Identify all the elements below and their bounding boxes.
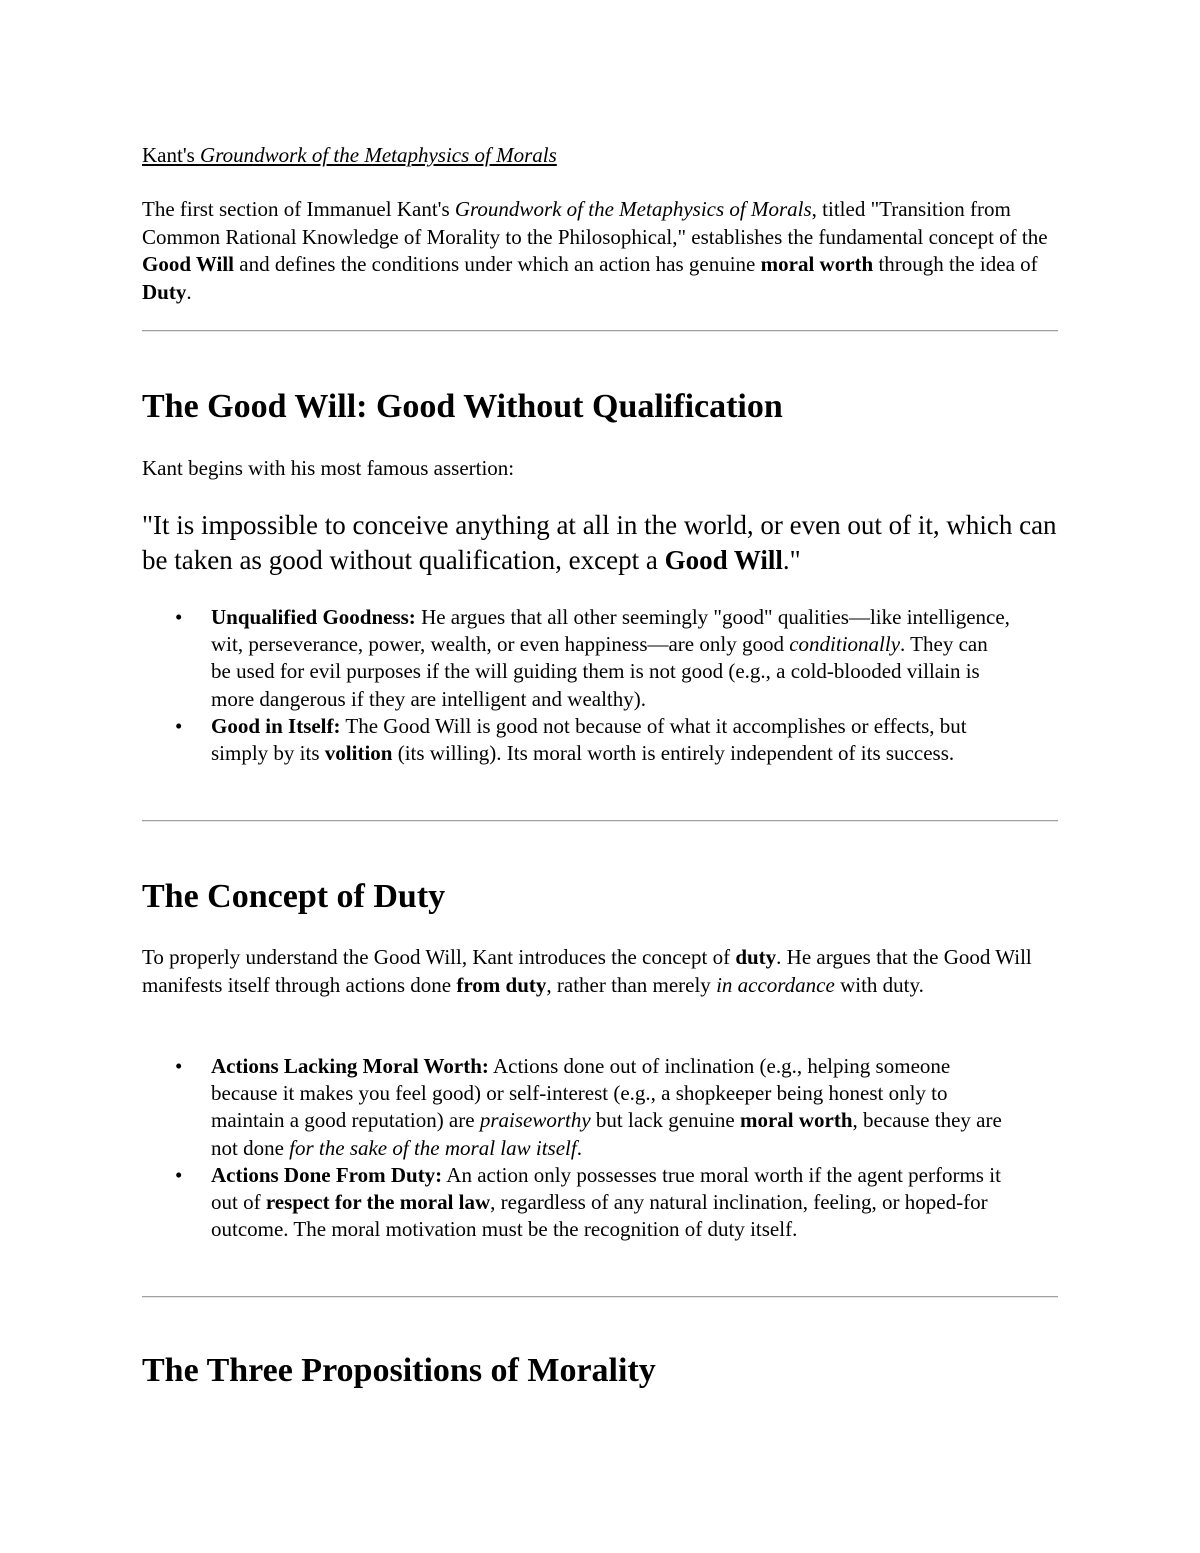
document-title-prefix: Kant's [142, 143, 201, 167]
bullet-icon: • [175, 713, 183, 738]
divider [142, 330, 1058, 332]
duty-lead-text: . He argues that the Good Will manifests itself through actions done [142, 945, 1032, 997]
intro-text: . [186, 279, 192, 304]
duty-lead [142, 944, 1072, 999]
good-will-quote [142, 508, 1072, 578]
list-item-text: . [576, 1135, 582, 1160]
list-item-label: Good in Itself: [211, 713, 341, 738]
quote-text: ." [782, 545, 801, 575]
list-item-strong: volition [324, 741, 393, 766]
duty-lead-emphasis: in accordance [716, 972, 835, 997]
quote-good-will: Good Will [664, 545, 783, 575]
list-item-text: (its willing). Its moral worth is entirely independent of its success. [392, 741, 955, 766]
list-item-text: He argues that all other seemingly "good" qualities—like intelligence, wit, perseverance, power, wealth, or even happiness—are only good [211, 605, 1010, 657]
duty-lead-strong: from duty [456, 972, 547, 997]
duty-bullet-list [142, 1053, 1012, 1243]
list-item-label: Actions Done From Duty: [211, 1162, 443, 1187]
list-item-emphasis: for the sake of the moral law itself [289, 1135, 577, 1160]
bullet-icon: • [175, 1162, 183, 1187]
list-item-emphasis: praiseworthy [479, 1108, 591, 1133]
intro-text: , titled "Transition from Common Rational Knowledge of Morality to the Philosophical," establishes the fundamental concept of the [142, 197, 1048, 249]
intro-duty: Duty [142, 279, 187, 304]
list-item [142, 713, 1012, 767]
list-item-text: An action only possesses true moral worth if the agent performs it out of [211, 1162, 1001, 1215]
intro-good-will: Good Will [142, 252, 235, 276]
section-heading-propositions: The Three Propositions of Morality [142, 1352, 656, 1389]
divider [142, 1296, 1058, 1298]
list-item [142, 604, 1012, 713]
list-item-label: Unqualified Goodness: [211, 605, 416, 629]
duty-lead-text: with duty. [834, 972, 924, 997]
duty-lead-text: , rather than merely [546, 972, 717, 997]
list-item-emphasis: conditionally [789, 632, 901, 657]
document-title-italic: Groundwork of the Metaphysics of Morals [200, 143, 557, 167]
duty-lead-text: To properly understand the Good Will, Kant introduces the concept of [142, 945, 736, 969]
good-will-lead: Kant begins with his most famous assertion: [142, 456, 515, 480]
duty-lead-strong: duty [735, 945, 777, 969]
bullet-icon: • [175, 1054, 183, 1078]
list-item-text: Actions done out of inclination (e.g., helping someone because it makes you feel good) or self-interest (e.g., a shopkeeper being honest only to maintain a good reputation) are [211, 1054, 951, 1133]
intro-book-title: Groundwork of the Metaphysics of Morals [454, 197, 812, 221]
list-item [142, 1162, 1012, 1244]
intro-text: The first section of Immanuel Kant's [142, 197, 455, 221]
list-item-text: but lack genuine [590, 1108, 740, 1133]
section-heading-duty: The Concept of Duty [142, 878, 446, 915]
intro-text: and defines the conditions under which an action has genuine [234, 252, 761, 276]
list-item-strong: respect for the moral law [265, 1190, 491, 1215]
quote-text: "It is impossible to conceive anything at all in the world, or even out of it, which can be taken as good without qualification, except a [142, 510, 1057, 575]
list-item-text: , regardless of any natural inclination, feeling, or hoped-for outcome. The moral motivation must be the recognition of duty itself. [211, 1190, 988, 1242]
list-item-text: , because they are not done [211, 1108, 1002, 1160]
list-item [142, 1053, 1012, 1162]
list-item-text: . They can be used for evil purposes if the will guiding them is not good (e.g., a cold-blooded villain is more dangerous if they are intelligent and wealthy). [211, 632, 988, 711]
list-item-label: Actions Lacking Moral Worth: [211, 1054, 489, 1078]
section-heading-good-will: The Good Will: Good Without Qualification [142, 388, 783, 425]
list-item-strong: moral worth [739, 1108, 853, 1133]
divider [142, 820, 1058, 822]
intro-moral-worth: moral worth [760, 252, 874, 276]
good-will-bullet-list [142, 604, 1012, 767]
list-item-text: The Good Will is good not because of what it accomplishes or effects, but simply by its [211, 713, 967, 766]
intro-text: through the idea of [873, 252, 1038, 276]
bullet-icon: • [175, 605, 183, 629]
intro-paragraph [142, 196, 1072, 306]
document-title [142, 143, 557, 168]
